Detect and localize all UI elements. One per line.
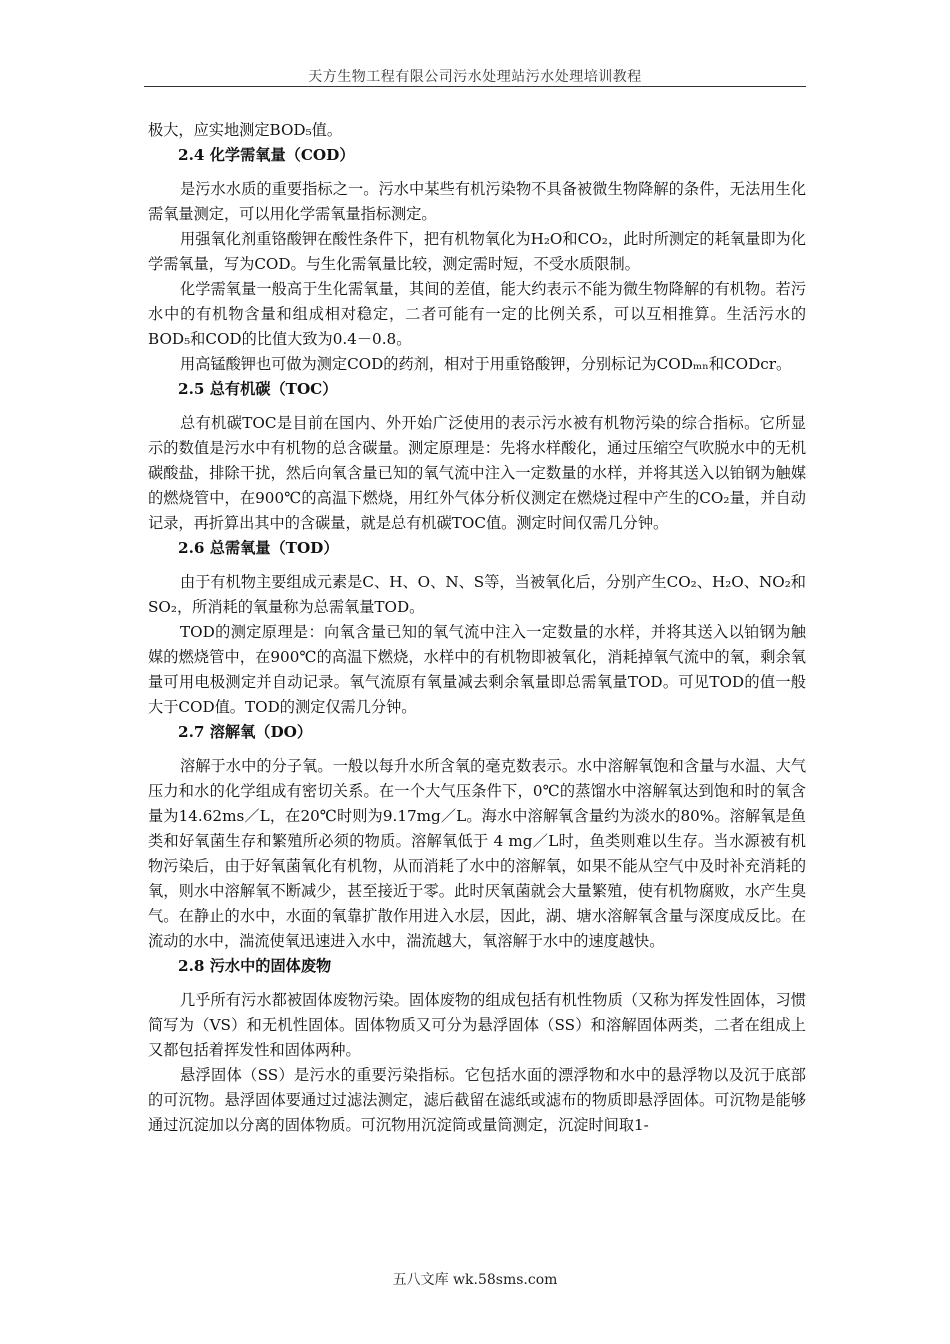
paragraph: 总有机碳TOC是目前在国内、外开始广泛使用的表示污水被有机物污染的综合指标。它所显示的数值是污水中有机物的总含碳量。测定原理是：先将水样酸化，通过压缩空气吹脱水中的无机碳酸盐，排除干扰，然后向氧含量已知的氧气流中注入一定数量的水样，并将其送入以铂钢为触媒的燃烧管中，在900℃的高温下燃烧，用红外气体分析仪测定在燃烧过程中产生的CO₂量，并自动记录，再折算出其中的含碳量，就是总有机碳TOC值。测定时间仅需几分钟。 [148, 414, 806, 532]
page-header: 天方生物工程有限公司污水处理站污水处理培训教程 [308, 69, 642, 85]
paragraph: TOD的测定原理是：向氧含量已知的氧气流中注入一定数量的水样，并将其送入以铂钢为触媒的燃烧管中，在900℃的高温下燃烧，水样中的有机物即被氧化，消耗掉氧气流中的氧，剩余氧量可用电极测定并自动记录。氧气流原有氧量减去剩余氧量即总需氧量TOD。可见TOD的值一般大于COD值。TOD的测定仅需几分钟。 [148, 623, 806, 716]
section-heading-tod: 2.6 总需氧量（TOD） [178, 539, 339, 557]
paragraph: 化学需氧量一般高于生化需氧量，其间的差值，能大约表示不能为微生物降解的有机物。若污水中的有机物含量和组成相对稳定，二者可能有一定的比例关系，可以互相推算。生活污水的BOD₅和COD的比值大致为0.4－0.8。 [148, 280, 806, 348]
paragraph: 溶解于水中的分子氧。一般以每升水所含氧的毫克数表示。水中溶解氧饱和含量与水温、大气压力和水的化学组成有密切关系。在一个大气压条件下，0℃的蒸馏水中溶解氧达到饱和时的氧含量为14.62ms／L，在20℃时则为9.17mg／L。海水中溶解氧含量约为淡水的80%。溶解氧是鱼类和好氧菌生存和繁殖所必须的物质。溶解氧低于 4 mg／L时，鱼类则难以生存。当水源被有机物污染后，由于好氧菌氧化有机物，从而消耗了水中的溶解氧，如果不能从空气中及时补充消耗的氧，则水中溶解氧不断减少，甚至接近于零。此时厌氧菌就会大量繁殖，使有机物腐败，水产生臭气。在静止的水中，水面的氧靠扩散作用进入水层，因此，湖、塘水溶解氧含量与深度成反比。在流动的水中，湍流使氧迅速进入水中，湍流越大，氧溶解于水中的速度越快。 [148, 757, 806, 950]
paragraph: 是污水水质的重要指标之一。污水中某些有机污染物不具备被微生物降解的条件，无法用生化需氧量测定，可以用化学需氧量指标测定。 [148, 180, 806, 223]
paragraph: 极大，应实地测定BOD₅值。 [148, 121, 343, 139]
document-body [148, 118, 806, 1138]
paragraph: 由于有机物主要组成元素是C、H、O、N、S等，当被氧化后，分别产生CO₂、H₂O、NO₂和SO₂，所消耗的氧量称为总需氧量TOD。 [148, 573, 806, 616]
section-heading-cod: 2.4 化学需氧量（COD） [178, 146, 355, 164]
paragraph: 几乎所有污水都被固体废物污染。固体废物的组成包括有机性物质（又称为挥发性固体，习惯简写为（VS）和无机性固体。固体物质又可分为悬浮固体（SS）和溶解固体两类，二者在组成上又都包括着挥发性和固体两种。 [148, 991, 806, 1059]
header-divider [144, 86, 806, 87]
section-heading-do: 2.7 溶解氧（DO） [178, 723, 313, 741]
paragraph: 用强氧化剂重铬酸钾在酸性条件下，把有机物氧化为H₂O和CO₂，此时所测定的耗氧量即为化学需氧量，写为COD。与生化需氧量比较，测定需时短，不受水质限制。 [148, 230, 806, 273]
section-heading-toc: 2.5 总有机碳（TOC） [178, 380, 338, 398]
paragraph: 悬浮固体（SS）是污水的重要污染指标。它包括水面的漂浮物和水中的悬浮物以及沉于底部的可沉物。悬浮固体要通过过滤法测定，滤后截留在滤纸或滤布的物质即悬浮固体。可沉物是能够通过沉淀加以分离的固体物质。可沉物用沉淀筒或量筒测定，沉淀时间取1- [148, 1066, 806, 1134]
paragraph: 用高锰酸钾也可做为测定COD的药剂，相对于用重铬酸钾，分别标记为CODₘₙ和CODcr。 [180, 355, 792, 373]
page-footer-watermark: 五八文库 wk.58sms.com [392, 1272, 558, 1288]
section-heading-solid: 2.8 污水中的固体废物 [178, 957, 332, 975]
